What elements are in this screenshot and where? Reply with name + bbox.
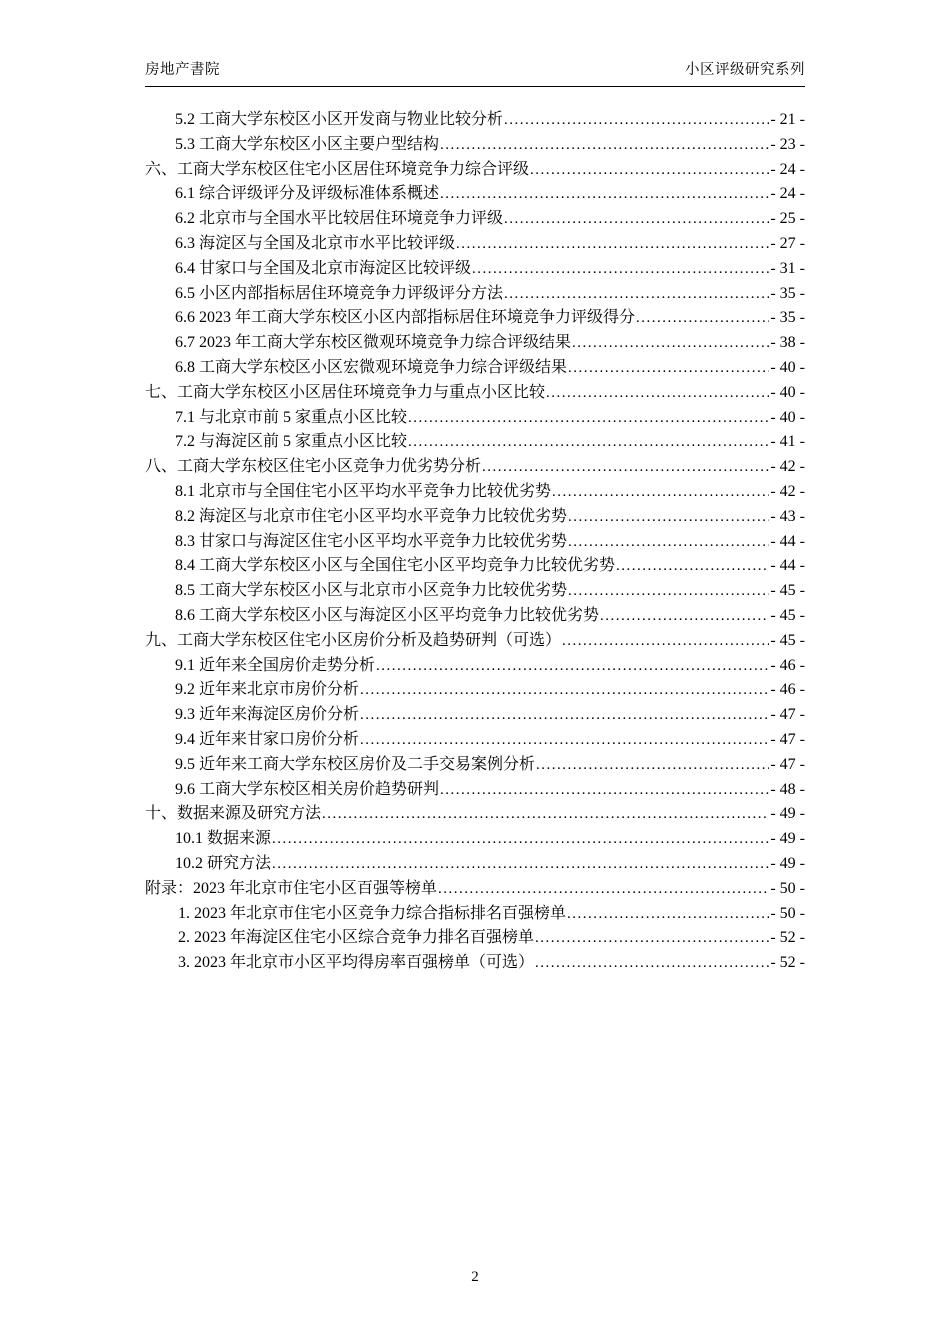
toc-entry-label: 6.4 甘家口与全国及北京市海淀区比较评级: [175, 259, 472, 277]
toc-entry-label: 6.2 北京市与全国水平比较居住环境竞争力评级: [175, 210, 504, 228]
toc-dot-leader: [360, 728, 769, 753]
toc-entry-label: 九、工商大学东校区住宅小区房价分析及趋势研判（可选）: [145, 631, 562, 649]
toc-entry-label: 10.1 数据来源: [175, 830, 272, 848]
toc-dot-leader: [535, 926, 769, 951]
toc-page-number: - 52 -: [770, 954, 805, 972]
toc-entry[interactable]: [145, 778, 805, 803]
toc-entry-label: 6.7 2023 年工商大学东校区微观环境竞争力综合评级结果: [175, 334, 572, 352]
toc-entry[interactable]: [145, 480, 805, 505]
toc-entry-label: 3. 2023 年北京市小区平均得房率百强榜单（可选）: [178, 954, 535, 972]
toc-dot-leader: [360, 678, 769, 703]
toc-entry-label: 8.5 工商大学东校区小区与北京市小区竞争力比较优劣势: [175, 582, 568, 600]
toc-entry[interactable]: [145, 406, 805, 431]
page-footer: [0, 1269, 950, 1286]
toc-entry-label: 9.3 近年来海淀区房价分析: [175, 706, 360, 724]
toc-page-number: - 50 -: [770, 904, 805, 922]
toc-entry[interactable]: [145, 530, 805, 555]
toc-entry-label: 七、工商大学东校区小区居住环境竞争力与重点小区比较: [145, 383, 546, 401]
toc-entry[interactable]: [145, 207, 805, 232]
toc-dot-leader: [536, 753, 769, 778]
toc-page-number: - 23 -: [770, 135, 805, 153]
toc-entry[interactable]: [145, 926, 805, 951]
toc-entry-label: 1. 2023 年北京市住宅小区竞争力综合指标排名百强榜单: [178, 904, 567, 922]
toc-page-number: - 24 -: [770, 160, 805, 178]
toc-dot-leader: [530, 158, 769, 183]
toc-page-number: - 40 -: [770, 383, 805, 401]
toc-page-number: - 35 -: [770, 309, 805, 327]
toc-page-number: - 46 -: [770, 681, 805, 699]
toc-entry[interactable]: [145, 331, 805, 356]
toc-dot-leader: [482, 455, 769, 480]
toc-dot-leader: [440, 182, 769, 207]
toc-dot-leader: [535, 951, 769, 976]
toc-dot-leader: [272, 852, 769, 877]
toc-page-number: - 21 -: [770, 111, 805, 128]
toc-entry-label: 十、数据来源及研究方法: [145, 805, 322, 823]
toc-entry[interactable]: [145, 381, 805, 406]
toc-dot-leader: [567, 902, 769, 927]
page-number: 2: [471, 1269, 479, 1285]
toc-entry[interactable]: [145, 356, 805, 381]
toc-dot-leader: [616, 554, 769, 579]
toc-entry[interactable]: [145, 182, 805, 207]
toc-entry-label: 5.2 工商大学东校区小区开发商与物业比较分析: [175, 111, 504, 128]
toc-dot-leader: [568, 505, 769, 530]
page-header: [145, 58, 805, 87]
toc-dot-leader: [440, 133, 769, 158]
toc-page-number: - 25 -: [770, 210, 805, 228]
toc-dot-leader: [572, 331, 769, 356]
toc-page-number: - 45 -: [770, 606, 805, 624]
toc-entry-label: 9.6 工商大学东校区相关房价趋势研判: [175, 780, 440, 798]
toc-entry-label: 6.5 小区内部指标居住环境竞争力评级评分方法: [175, 284, 504, 302]
toc-page-number: - 42 -: [770, 458, 805, 476]
toc-entry[interactable]: [145, 133, 805, 158]
toc-page-number: - 38 -: [770, 334, 805, 352]
toc-page-number: - 35 -: [770, 284, 805, 302]
toc-entry[interactable]: [145, 505, 805, 530]
toc-dot-leader: [376, 654, 769, 679]
toc-entry-label: 8.3 甘家口与海淀区住宅小区平均水平竞争力比较优劣势: [175, 532, 568, 550]
toc-entry[interactable]: [145, 802, 805, 827]
toc-entry[interactable]: [145, 678, 805, 703]
toc-entry[interactable]: [145, 753, 805, 778]
toc-entry[interactable]: [145, 282, 805, 307]
toc-dot-leader: [552, 480, 769, 505]
toc-page-number: - 52 -: [770, 929, 805, 947]
header-left-title: 房地产書院: [145, 62, 220, 78]
toc-page-number: - 49 -: [770, 830, 805, 848]
toc-entry[interactable]: [145, 232, 805, 257]
toc-entry-label: 2. 2023 年海淀区住宅小区综合竞争力排名百强榜单: [178, 929, 535, 947]
toc-page-number: - 46 -: [770, 656, 805, 674]
toc-page-number: - 47 -: [770, 755, 805, 773]
toc-entry-label: 8.6 工商大学东校区小区与海淀区小区平均竞争力比较优劣势: [175, 606, 600, 624]
toc-page-number: - 49 -: [770, 805, 805, 823]
toc-page-number: - 49 -: [770, 854, 805, 872]
toc-page-number: - 41 -: [770, 433, 805, 451]
toc-entry-label: 9.5 近年来工商大学东校区房价及二手交易案例分析: [175, 755, 536, 773]
toc-dot-leader: [272, 827, 769, 852]
toc-entry[interactable]: [145, 902, 805, 927]
toc-entry[interactable]: [145, 554, 805, 579]
toc-entry-label: 7.2 与海淀区前 5 家重点小区比较: [175, 433, 408, 451]
table-of-contents: [145, 108, 805, 976]
toc-dot-leader: [600, 604, 769, 629]
toc-entry[interactable]: [145, 951, 805, 976]
toc-page-number: - 47 -: [770, 706, 805, 724]
toc-entry-label: 9.2 近年来北京市房价分析: [175, 681, 360, 699]
toc-page-number: - 48 -: [770, 780, 805, 798]
toc-dot-leader: [456, 232, 769, 257]
toc-entry-label: 六、工商大学东校区住宅小区居住环境竞争力综合评级: [145, 160, 530, 178]
toc-entry-label: 6.1 综合评级评分及评级标准体系概述: [175, 185, 440, 203]
toc-entry-label: 9.1 近年来全国房价走势分析: [175, 656, 376, 674]
toc-entry[interactable]: [145, 852, 805, 877]
toc-page-number: - 24 -: [770, 185, 805, 203]
toc-entry[interactable]: [145, 604, 805, 629]
toc-dot-leader: [472, 257, 769, 282]
toc-page-number: - 40 -: [770, 408, 805, 426]
toc-dot-leader: [440, 778, 769, 803]
toc-page-number: - 31 -: [770, 259, 805, 277]
toc-dot-leader: [568, 356, 769, 381]
toc-entry[interactable]: [145, 158, 805, 183]
toc-page-number: - 45 -: [770, 631, 805, 649]
toc-entry-label: 八、工商大学东校区住宅小区竞争力优劣势分析: [145, 458, 482, 476]
toc-entry[interactable]: [145, 703, 805, 728]
toc-dot-leader: [636, 306, 769, 331]
toc-dot-leader: [546, 381, 769, 406]
header-right-title: 小区评级研究系列: [685, 62, 805, 78]
toc-entry-label: 6.8 工商大学东校区小区宏微观环境竞争力综合评级结果: [175, 358, 568, 376]
toc-entry-label: 6.3 海淀区与全国及北京市水平比较评级: [175, 234, 456, 252]
toc-dot-leader: [322, 802, 769, 827]
toc-page-number: - 44 -: [770, 532, 805, 550]
toc-page-number: - 45 -: [770, 582, 805, 600]
toc-entry[interactable]: [145, 108, 805, 133]
toc-entry-label: 8.4 工商大学东校区小区与全国住宅小区平均竞争力比较优劣势: [175, 557, 616, 575]
toc-page-number: - 42 -: [770, 482, 805, 500]
toc-dot-leader: [408, 430, 769, 455]
toc-dot-leader: [438, 877, 769, 902]
toc-page-number: - 50 -: [770, 879, 805, 897]
toc-entry-label: 10.2 研究方法: [175, 854, 272, 872]
toc-entry-label: 8.1 北京市与全国住宅小区平均水平竞争力比较优劣势: [175, 482, 552, 500]
toc-page-number: - 47 -: [770, 730, 805, 748]
toc-entry-label: 6.6 2023 年工商大学东校区小区内部指标居住环境竞争力评级得分: [175, 309, 636, 327]
toc-entry-label: 附录：2023 年北京市住宅小区百强等榜单: [145, 879, 438, 897]
toc-dot-leader: [360, 703, 769, 728]
toc-entry[interactable]: [145, 877, 805, 902]
toc-page-number: - 27 -: [770, 234, 805, 252]
toc-entry-label: 9.4 近年来甘家口房价分析: [175, 730, 360, 748]
toc-dot-leader: [568, 530, 769, 555]
toc-entry[interactable]: [145, 629, 805, 654]
toc-entry[interactable]: [145, 257, 805, 282]
toc-dot-leader: [504, 207, 769, 232]
toc-entry[interactable]: [145, 306, 805, 331]
toc-entry[interactable]: [145, 827, 805, 852]
toc-page-number: - 43 -: [770, 507, 805, 525]
toc-entry[interactable]: [145, 654, 805, 679]
toc-dot-leader: [562, 629, 769, 654]
toc-entry-label: 5.3 工商大学东校区小区主要户型结构: [175, 135, 440, 153]
toc-page-number: - 44 -: [770, 557, 805, 575]
toc-dot-leader: [568, 579, 769, 604]
toc-entry-label: 7.1 与北京市前 5 家重点小区比较: [175, 408, 408, 426]
toc-dot-leader: [504, 108, 769, 133]
toc-entry[interactable]: [145, 579, 805, 604]
toc-entry[interactable]: [145, 430, 805, 455]
toc-page-number: - 40 -: [770, 358, 805, 376]
toc-dot-leader: [504, 282, 769, 307]
toc-entry-label: 8.2 海淀区与北京市住宅小区平均水平竞争力比较优劣势: [175, 507, 568, 525]
toc-dot-leader: [408, 406, 769, 431]
toc-entry[interactable]: [145, 728, 805, 753]
toc-entry[interactable]: [145, 455, 805, 480]
